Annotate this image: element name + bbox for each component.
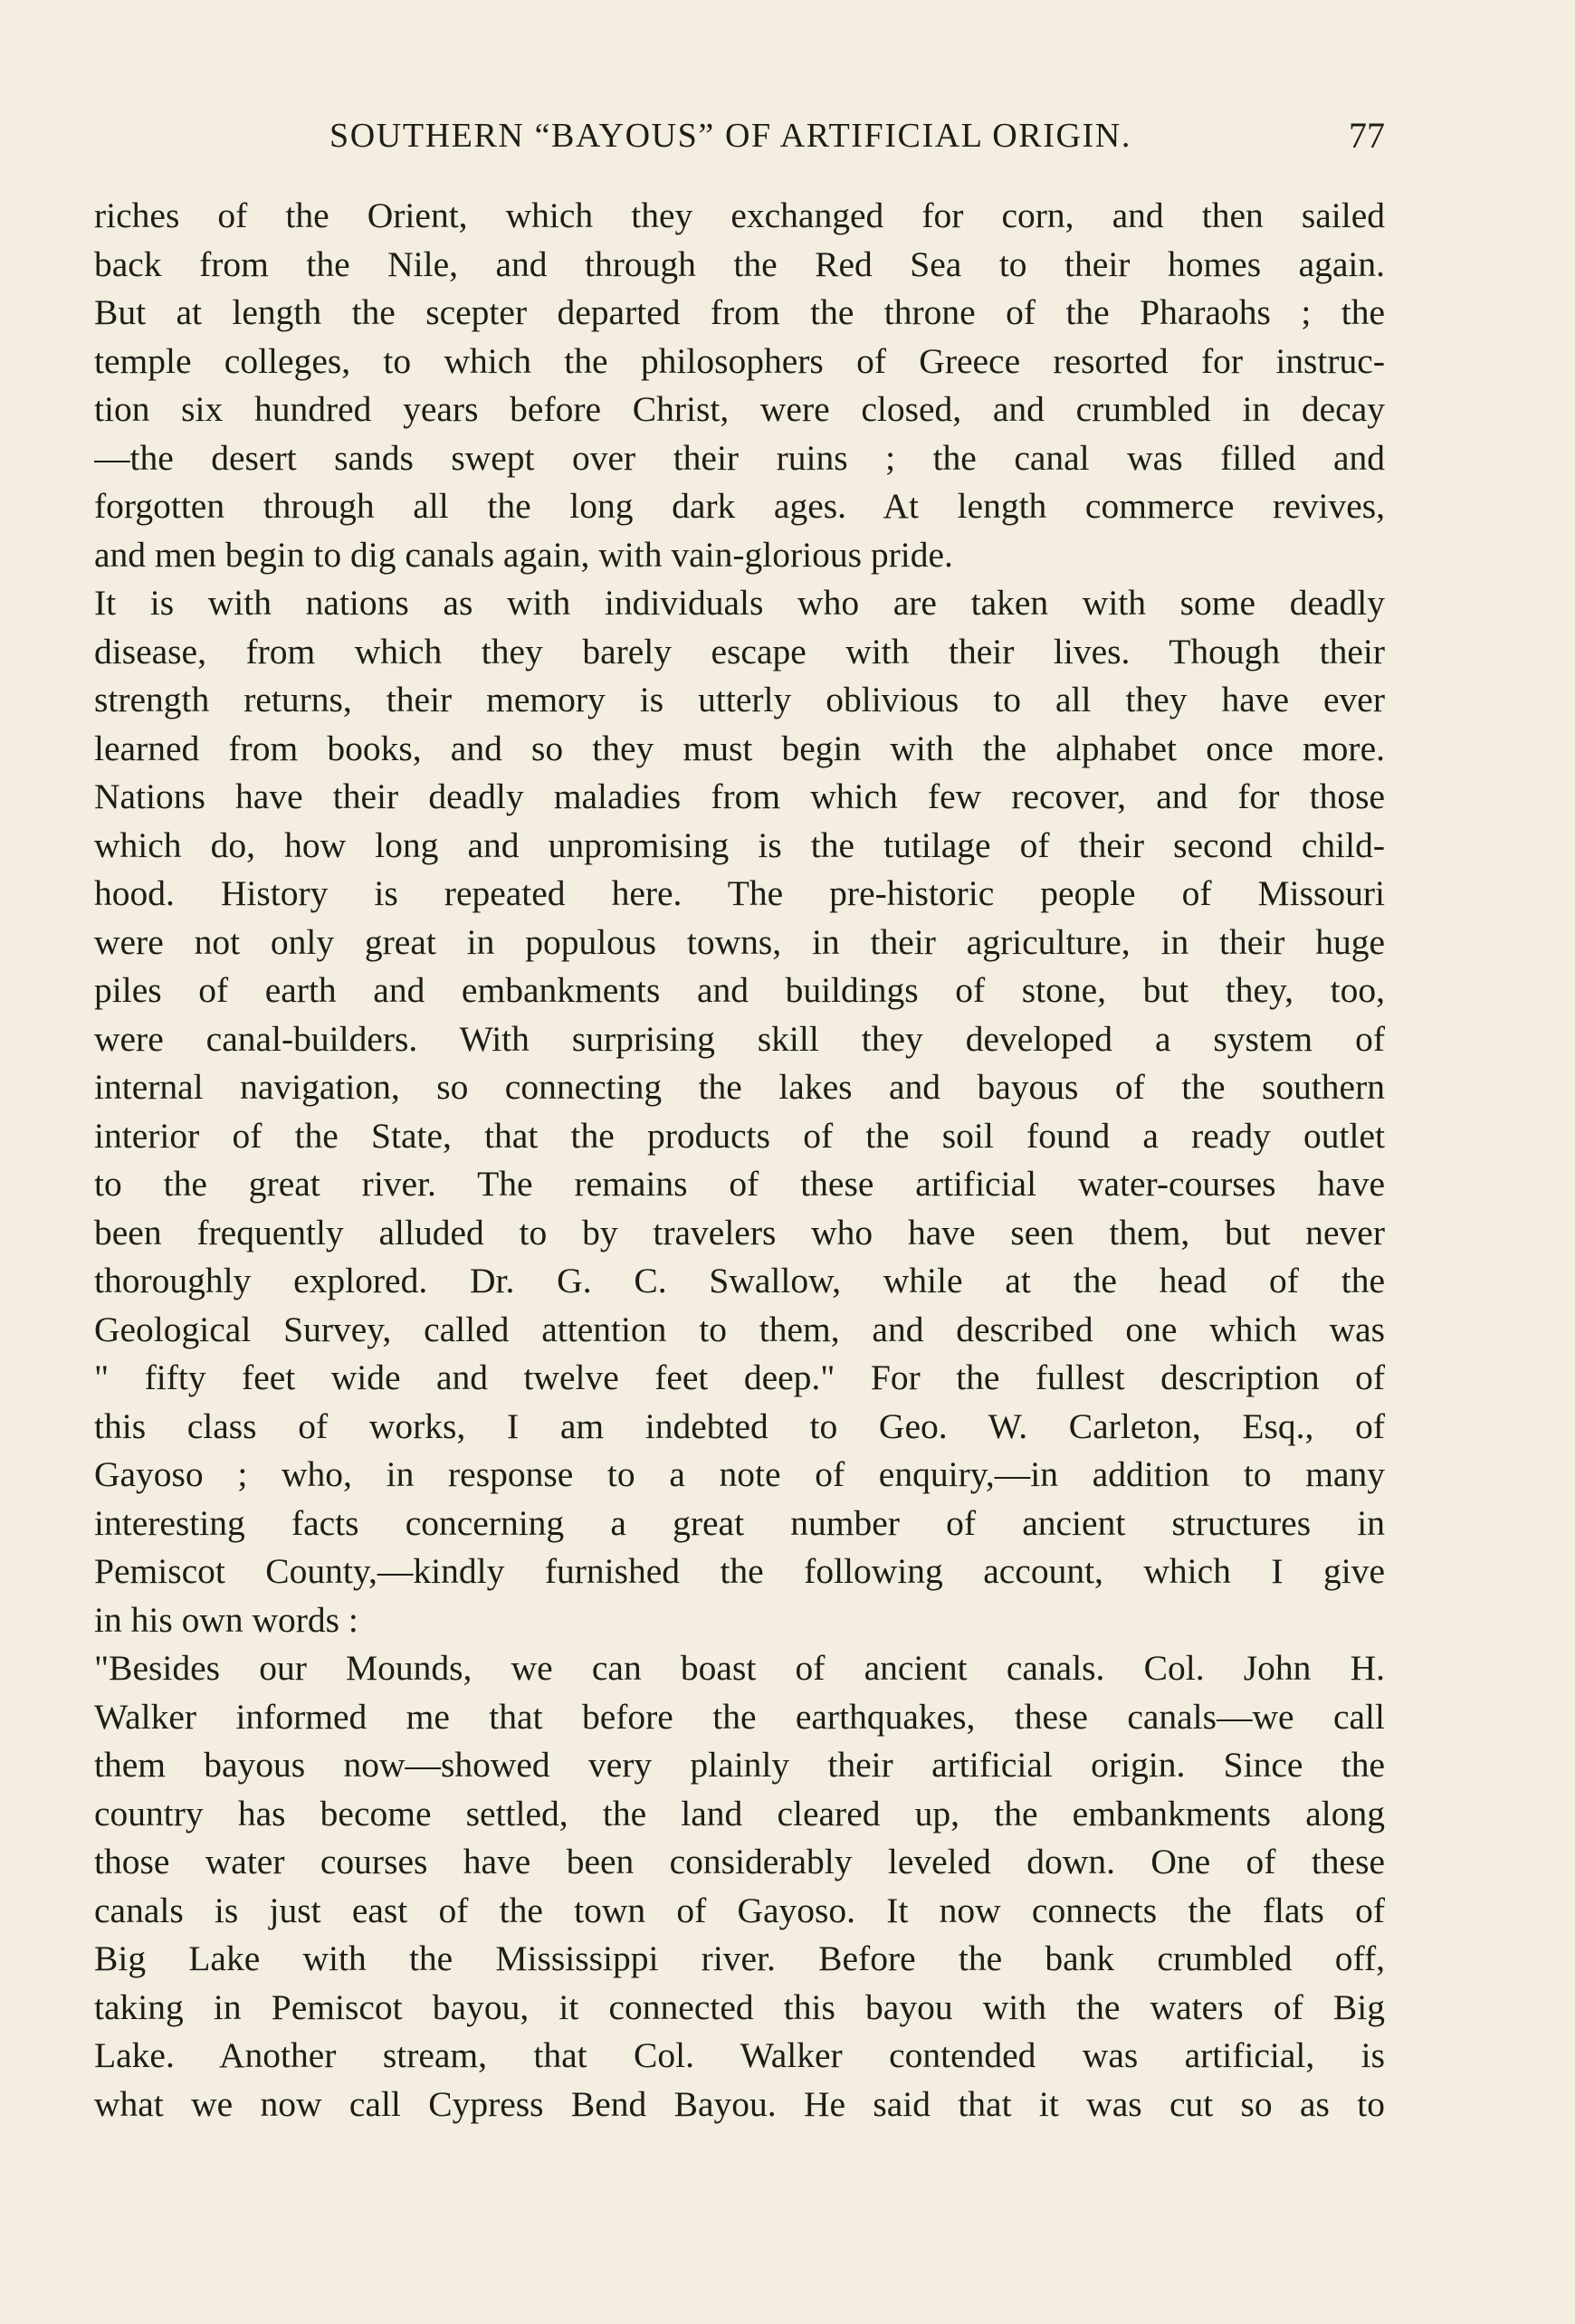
text-line: —the desert sands swept over their ruins ; the canal was filled and (94, 437, 1385, 478)
text-line: It is with nations as with individuals who are taken with some deadly (94, 583, 1385, 623)
text-line: Pemiscot County,—kindly furnished the following account, which I give (94, 1551, 1385, 1591)
text-line: tion six hundred years before Christ, were closed, and crumbled in decay (94, 389, 1385, 429)
text-line: piles of earth and embankments and buildings of stone, but they, too, (94, 970, 1385, 1010)
text-line: thoroughly explored. Dr. G. C. Swallow, while at the head of the (94, 1261, 1385, 1300)
text-line: Walker informed me that before the earthquakes, these canals—we call (94, 1696, 1385, 1737)
text-line: which do, how long and unpromising is the tutilage of their second child- (94, 824, 1385, 865)
page-header (94, 107, 1385, 161)
text-line: "Besides our Mounds, we can boast of ancient canals. Col. John H. (94, 1648, 1385, 1688)
text-line: country has become settled, the land cleared up, the embankments along (94, 1793, 1385, 1833)
text-line: temple colleges, to which the philosophers of Greece resorted for instruc- (94, 340, 1385, 381)
text-line: interior of the State, that the products of the soil found a ready outlet (94, 1115, 1385, 1156)
running-head: SOUTHERN “BAYOUS” OF ARTIFICIAL ORIGIN. (329, 117, 1131, 155)
text-line: Gayoso ; who, in response to a note of enquiry,—in addition to many (94, 1454, 1385, 1494)
text-line: " fifty feet wide and twelve feet deep." For the fullest description of (94, 1357, 1385, 1397)
text-line: what we now call Cypress Bend Bayou. He said that it was cut so as to (94, 2083, 1385, 2124)
text-line: disease, from which they barely escape with their lives. Though their (94, 631, 1385, 671)
text-line: taking in Pemiscot bayou, it connected this bayou with the waters of Big (94, 1986, 1385, 2027)
text-line: them bayous now—showed very plainly their artificial origin. Since the (94, 1745, 1385, 1785)
text-line: were canal-builders. With surprising skill they developed a system of (94, 1018, 1385, 1059)
text-line: internal navigation, so connecting the lakes and bayous of the southern (94, 1067, 1385, 1107)
text-line: Geological Survey, called attention to them, and described one which was (94, 1309, 1385, 1349)
text-line: Nations have their deadly maladies from which few recover, and for those (94, 776, 1385, 816)
text-line: riches of the Orient, which they exchanged for corn, and then sailed (94, 195, 1385, 235)
text-line: forgotten through all the long dark ages. At length commerce revives, (94, 486, 1385, 526)
text-line: strength returns, their memory is utterly oblivious to all they have ever (94, 680, 1385, 719)
text-line: Big Lake with the Mississippi river. Before the bank crumbled off, (94, 1938, 1385, 1978)
text-line: to the great river. The remains of these artificial water-courses have (94, 1164, 1385, 1204)
text-line: hood. History is repeated here. The pre-historic people of Missouri (94, 873, 1385, 913)
text-line: back from the Nile, and through the Red Sea to their homes again. (94, 243, 1385, 284)
text-line: learned from books, and so they must begin with the alphabet once more. (94, 728, 1385, 768)
text-line: those water courses have been considerably leveled down. One of these (94, 1842, 1385, 1881)
text-line: and men begin to dig canals again, with vain-glorious pride. (94, 534, 953, 575)
text-line: But at length the scepter departed from the throne of the Pharaohs ; the (94, 292, 1385, 332)
text-line: this class of works, I am indebted to Geo. W. Carleton, Esq., of (94, 1405, 1385, 1446)
text-line: interesting facts concerning a great number of ancient structures in (94, 1502, 1385, 1543)
text-line: in his own words : (94, 1599, 358, 1640)
page-number: 77 (1349, 115, 1385, 156)
text-line: Lake. Another stream, that Col. Walker contended was artificial, is (94, 2035, 1385, 2075)
text-line: were not only great in populous towns, in their agriculture, in their huge (94, 921, 1385, 962)
body-text (94, 192, 1385, 2129)
text-line: canals is just east of the town of Gayoso. It now connects the flats of (94, 1890, 1385, 1930)
text-line: been frequently alluded to by travelers who have seen them, but never (94, 1212, 1385, 1252)
